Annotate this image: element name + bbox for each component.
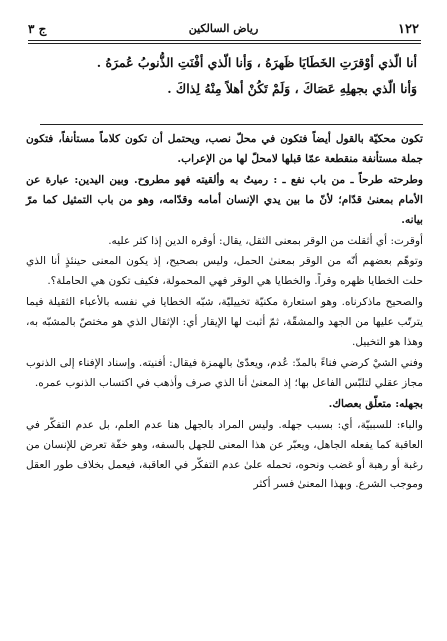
paragraph: أوقرت: أي أثقلت من الوقر بمعنى الثقل، يقال: أوقره الدين إذا كثر عليه. — [108, 234, 423, 247]
supplication-line: وَأنا الّذي بجهلِهِ عَصَاكَ ، وَلَمْ تَكُنْ أهلاً مِنْهُ لِذاكَ . — [167, 81, 417, 96]
paragraph: وفني الشيْ كرضي فناءً بالمدّ: عُدم، ويعدّىٰ بالهمزة فيقال: أفنيته. وإسناد الإفناء إلى الذنوب مجاز عقلي لتلبّس الفاعل بها؛ إذ المعنىٰ أنا الذي صرف وأذهب في اكتساب الذنوب عمره. — [26, 356, 423, 389]
volume-label: ج ٣ — [28, 22, 47, 36]
running-title: رياض السالكين — [188, 22, 259, 35]
paragraph: تكون محكيّة بالقول أيضاً فتكون في محلّ نصب، ويحتمل أن تكون كلاماً مستأنفاً، فتكون جملة مستأنفة منقطعة عمّا قبلها لامحلّ لها من الإعراب. — [26, 133, 423, 165]
page-number: ١٢٢ — [398, 22, 419, 37]
paragraph: والباء: للسببيّة، أي: بسبب جهله. وليس المراد بالجهل هنا عدم العلم، بل عدم التفكّر في العاقبة كما يفعله الجاهل، ويعبّر عن هذا المعنى للجهل بالسفه، وهو خفّة تعرض للإنسان من رغبة أو رهبة أو غضب ونحوه، تحمله علىٰ عدم التفكّر في العاقبة، فيعمل بخلاف طور العقل وموجب الشرع. وبهذا المعنىٰ فسر أكثر — [26, 418, 423, 491]
paragraph: بجهله: متعلّق بعصاك. — [328, 397, 423, 410]
supplication-text — [32, 52, 417, 104]
paragraph: والصحيح ماذكرناه. وهو استعارة مكنيّة تخييليّة، شبّه الخطايا في نفسه بالأعباء الثقيلة فيما يترتّب عليها من الجهد والمشقّة، ثمّ أثبت لها الإيقار أي: الإثقال الذي هو مختصّ بالمشبّه به، وهذا هو التخييل. — [26, 296, 423, 349]
section-divider — [40, 124, 423, 125]
paragraph: وتوهّم بعضهم أنّه من الوقر بمعنىٰ الحمل، وليس بصحيح، إذ يكون المعنى حينئذٍ أنا الذي حلت الخطايا ظهره وقراً. والخطايا هي الوقر فهي المحمولة، فكيف تكون هي الحاملة؟. — [26, 255, 423, 288]
paragraph: وطرحته طرحاً ـ من باب نفع ـ : رميتُ به وألقيته فهو مطروح. وبين اليدين: عبارة عن الأمام بمعنىٰ قدّام؛ لأنّ ما بين يدي الإنسان أمامه وقدّامه، وهو من باب التمثيل كما مرّ بيانه. — [26, 173, 423, 226]
supplication-line: أنا الّذي أوْقرَتِ الخَطَايَا ظَهرَهُ ، وَأنا الّذي أفْنَتِ الذُّنوبُ عُمرَهُ . — [96, 55, 417, 70]
header-rule — [28, 40, 421, 44]
commentary-body — [26, 130, 423, 496]
